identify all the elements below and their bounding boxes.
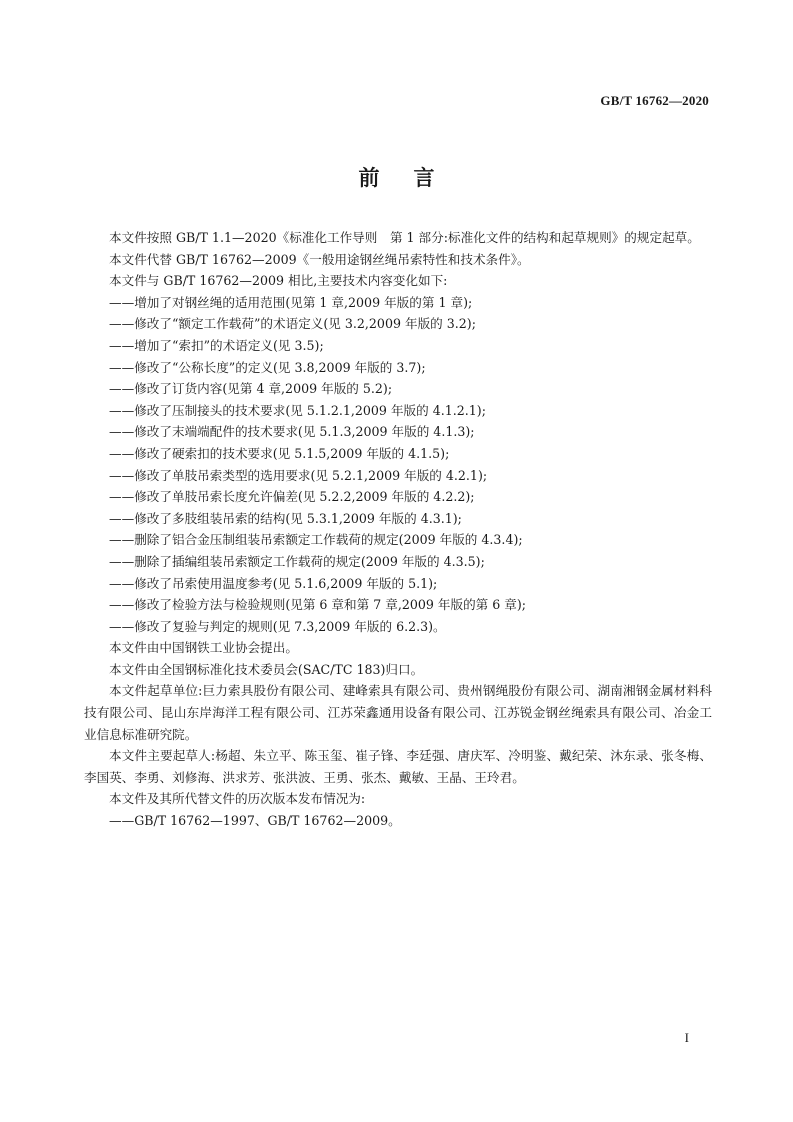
paragraph: 本文件按照 GB/T 1.1—2020《标准化工作导则 第 1 部分:标准化文件的结构和起草规则》的规定起草。 (109, 230, 700, 245)
list-item: ——修改了单肢吊索类型的选用要求(见 5.2.1,2009 年版的 4.2.1); (109, 467, 488, 483)
standard-number: GB/T 16762—2020 (600, 93, 709, 108)
list-item: ——修改了末端端配件的技术要求(见 5.1.3,2009 年版的 4.1.3); (109, 424, 475, 440)
paragraph: 本文件与 GB/T 16762—2009 相比,主要技术内容变化如下: (109, 273, 448, 289)
paragraph: 本文件主要起草人:杨超、朱立平、陈玉玺、崔子锋、李廷强、唐庆军、冷明鉴、戴纪荣、沐东录、张冬梅、李国英、李勇、刘修海、洪求芳、张洪波、王勇、张杰、戴敏、王晶、王玲君。 (84, 748, 712, 785)
page-number: I (684, 1030, 689, 1045)
list-item: ——增加了“索扣”的术语定义(见 3.5); (109, 337, 324, 353)
paragraph: 本文件代替 GB/T 16762—2009《一般用途钢丝绳吊索特性和技术条件》。 (109, 251, 530, 267)
list-item: ——增加了对钢丝绳的适用范围(见第 1 章,2009 年版的第 1 章); (109, 294, 473, 310)
list-item: ——GB/T 16762—1997、GB/T 16762—2009。 (109, 813, 401, 829)
list-item: ——删除了铝合金压制组装吊索额定工作载荷的规定(2009 年版的 4.3.4); (109, 532, 523, 548)
list-item: ——删除了插编组装吊索额定工作载荷的规定(2009 年版的 4.3.5); (109, 553, 485, 569)
list-item: ——修改了硬索扣的技术要求(见 5.1.5,2009 年版的 4.1.5); (109, 445, 450, 461)
list-item: ——修改了订货内容(见第 4 章,2009 年版的 5.2); (109, 381, 393, 397)
paragraph: 本文件由中国钢铁工业协会提出。 (109, 640, 298, 656)
list-item: ——修改了吊索使用温度参考(见 5.1.6,2009 年版的 5.1); (109, 575, 438, 591)
paragraph: 本文件由全国钢标准化技术委员会(SAC/TC 183)归口。 (109, 661, 424, 677)
list-item: ——修改了“额定工作载荷”的术语定义(见 3.2,2009 年版的 3.2); (109, 316, 476, 332)
paragraph: 本文件起草单位:巨力索具股份有限公司、建峰索具有限公司、贵州钢绳股份有限公司、湖南湘钢金属材料科技有限公司、昆山东岸海洋工程有限公司、江苏荣鑫通用设备有限公司、江苏锐金钢丝绳索具有限公司、冶金工业信息标准研究院。 (84, 683, 712, 742)
list-item: ——修改了压制接头的技术要求(见 5.1.2.1,2009 年版的 4.1.2.1); (109, 402, 486, 418)
list-item: ——修改了多肢组装吊索的结构(见 5.3.1,2009 年版的 4.3.1); (109, 510, 462, 526)
list-item: ——修改了检验方法与检验规则(见第 6 章和第 7 章,2009 年版的第 6 章); (109, 597, 527, 613)
list-item: ——修改了单肢吊索长度允许偏差(见 5.2.2,2009 年版的 4.2.2); (109, 489, 475, 505)
foreword-body (84, 227, 712, 832)
paragraph: 本文件及其所代替文件的历次版本发布情况为: (109, 791, 366, 807)
page-title: 前言 (358, 165, 469, 190)
list-item: ——修改了复验与判定的规则(见 7.3,2009 年版的 6.2.3)。 (109, 618, 446, 634)
list-item: ——修改了“公称长度”的定义(见 3.8,2009 年版的 3.7); (109, 359, 426, 375)
